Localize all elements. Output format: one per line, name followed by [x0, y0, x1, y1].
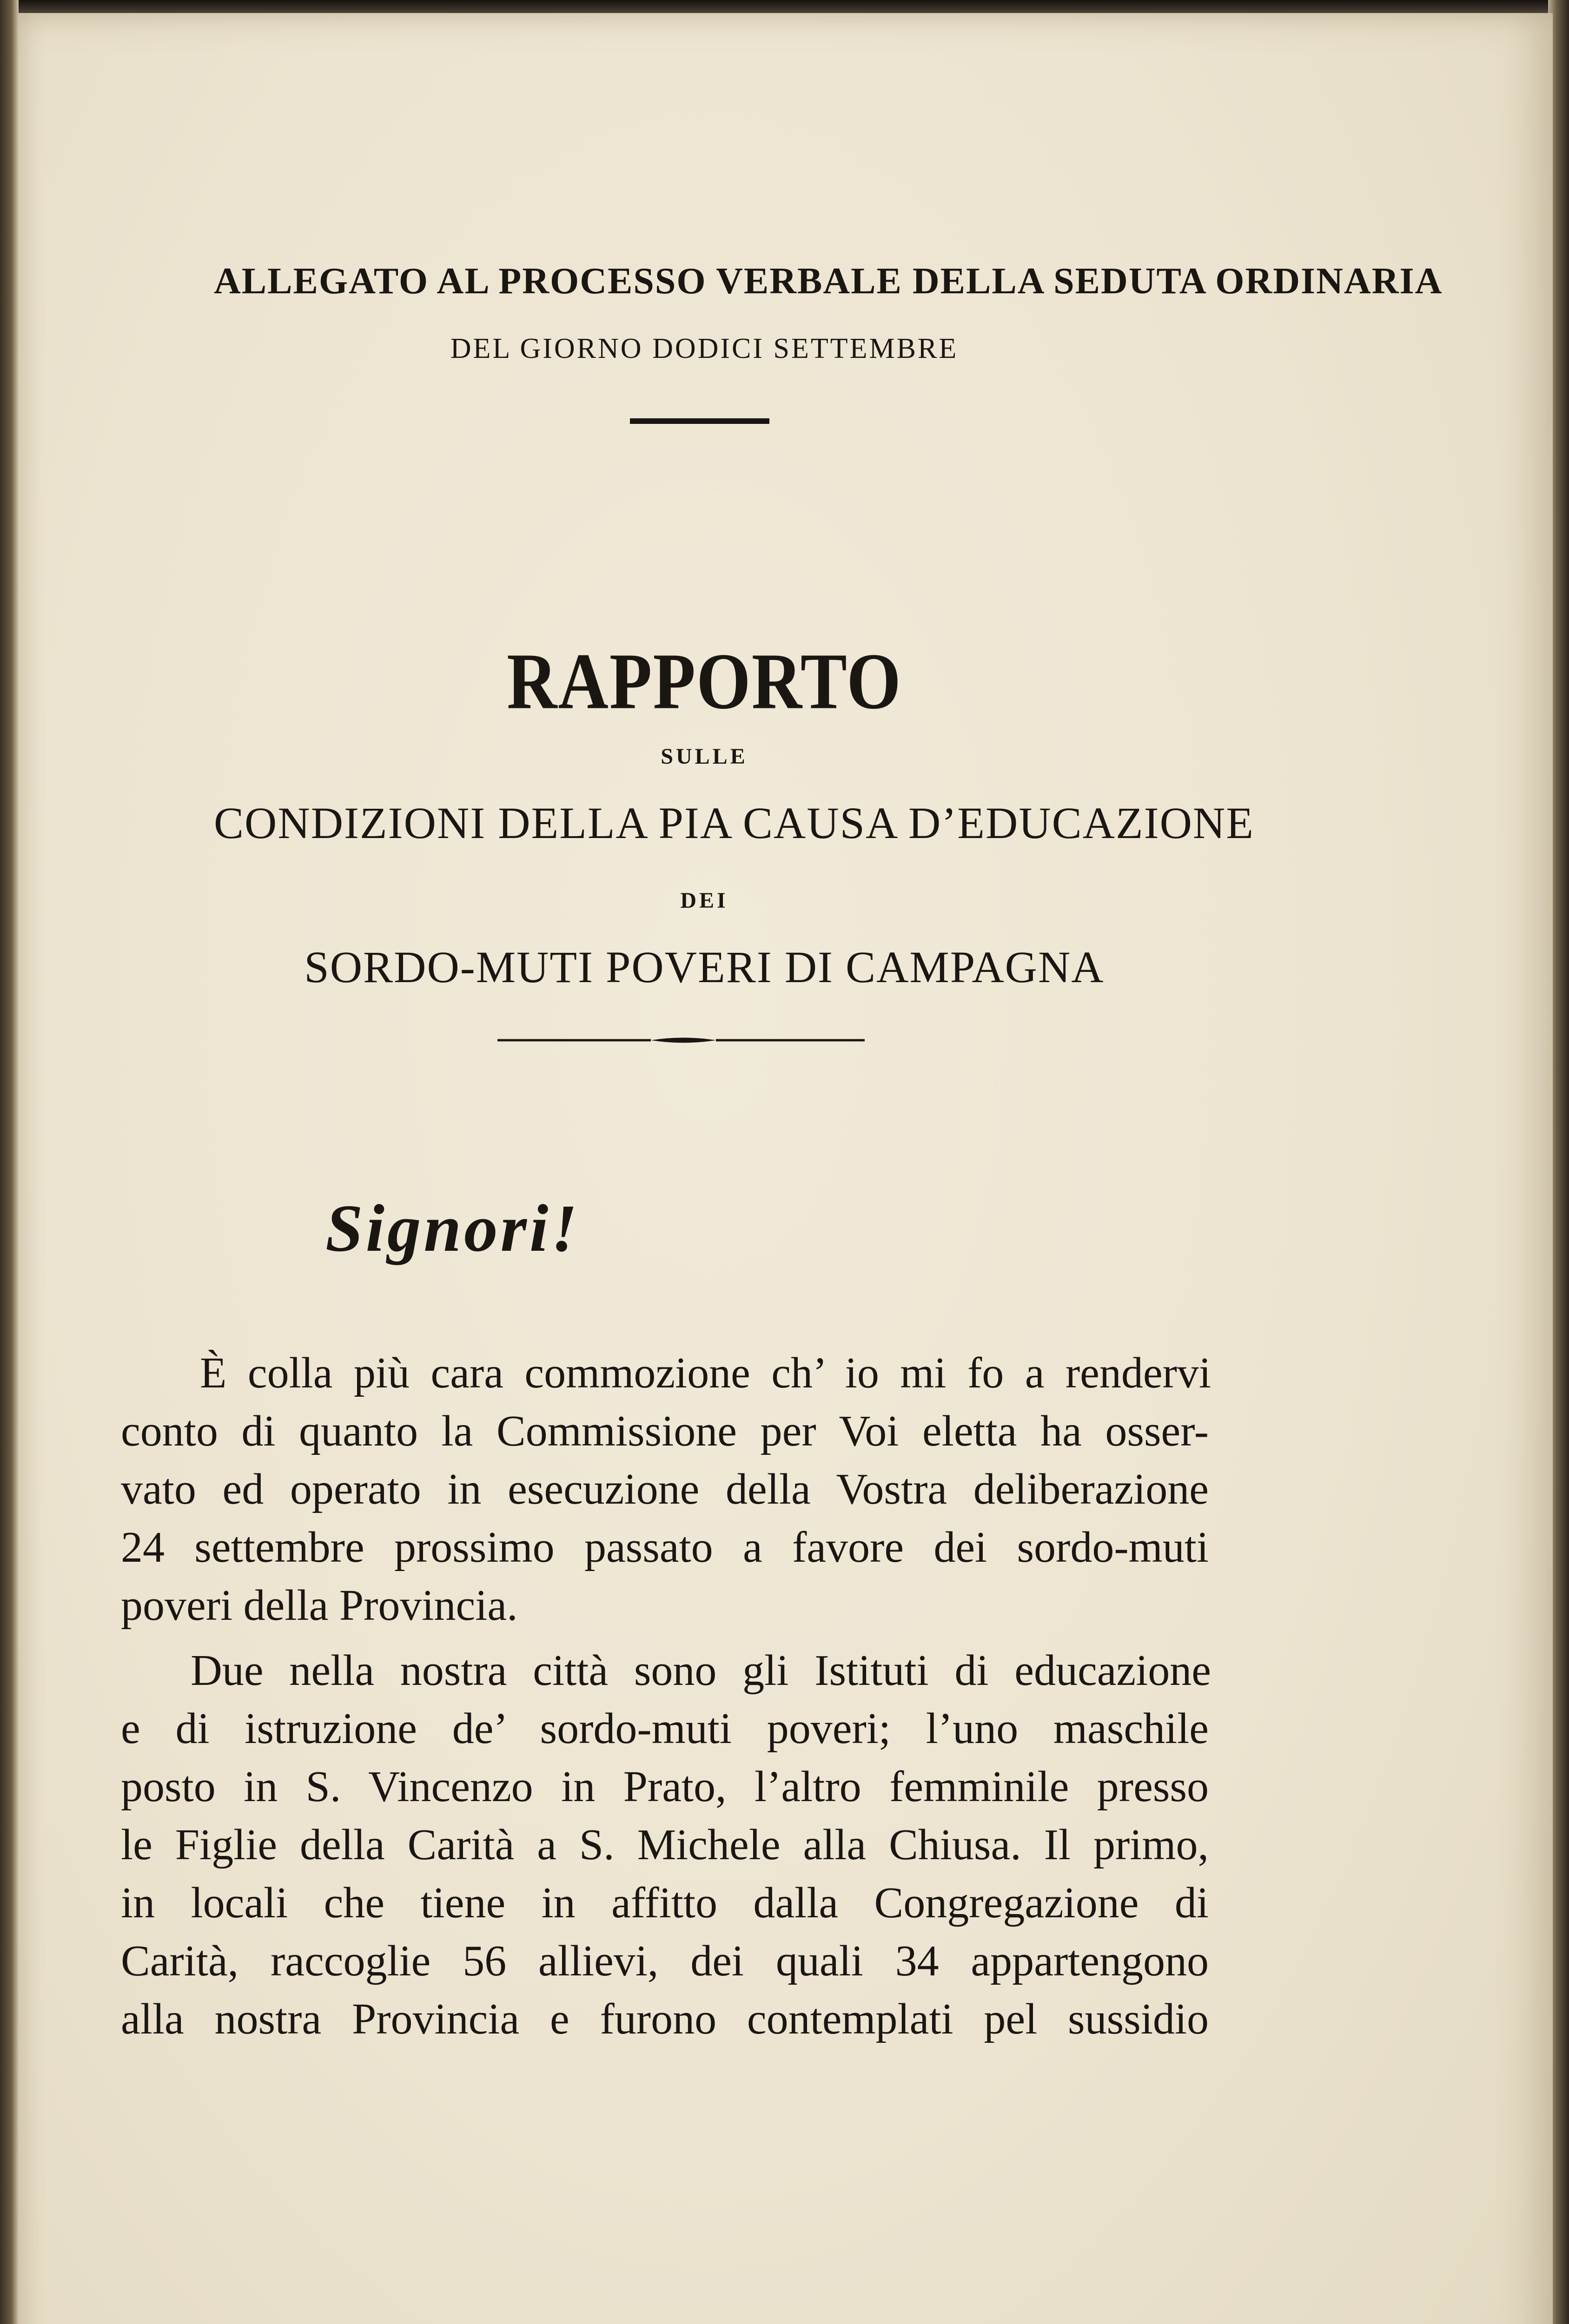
title-connector-dei: DEI: [680, 888, 728, 913]
book-spine-edge: [0, 0, 19, 2324]
subtitle-line-2: SORDO-MUTI POVERI DI CAMPAGNA: [304, 942, 1105, 992]
header-divider: [630, 418, 769, 424]
text-line: e di istruzione de’ sordo-muti poveri; l’uno maschile: [121, 1704, 1209, 1753]
top-edge-shadow: [0, 0, 1569, 13]
salutation: Signori!: [325, 1191, 580, 1266]
text-line: alla nostra Provincia e furono contemplati pel sussidio: [121, 1995, 1209, 2043]
document-title: RAPPORTO: [507, 637, 902, 726]
text-line: 24 settembre prossimo passato a favore dei sordo-muti: [121, 1523, 1209, 1571]
text-line: posto in S. Vincenzo in Prato, l’altro femminile presso: [121, 1763, 1209, 1811]
text-line: le Figlie della Carità a S. Michele alla Chiusa. Il primo,: [121, 1821, 1209, 1869]
title-connector-sulle: SULLE: [661, 744, 748, 769]
text-line: Due nella nostra città sono gli Istituti di educazione: [191, 1646, 1211, 1695]
header-line-1: ALLEGATO AL PROCESSO VERBALE DELLA SEDUTA ORDINARIA: [214, 261, 1443, 302]
text-line: conto di quanto la Commissione per Voi eletta ha osser-: [121, 1407, 1209, 1455]
text-line: in locali che tiene in affitto dalla Congregazione di: [121, 1879, 1209, 1927]
ornamental-rule: [497, 1034, 865, 1046]
text-line: vato ed operato in esecuzione della Vostra deliberazione: [121, 1465, 1209, 1513]
header-line-2: DEL GIORNO DODICI SETTEMBRE: [450, 333, 959, 364]
text-line: È colla più cara commozione ch’ io mi fo a rendervi: [200, 1349, 1211, 1397]
text-line: Carità, raccoglie 56 allievi, dei quali 34 appartengono: [121, 1937, 1209, 1985]
text-line: poveri della Provincia.: [121, 1581, 518, 1630]
subtitle-line-1: CONDIZIONI DELLA PIA CAUSA D’EDUCAZIONE: [214, 798, 1254, 848]
